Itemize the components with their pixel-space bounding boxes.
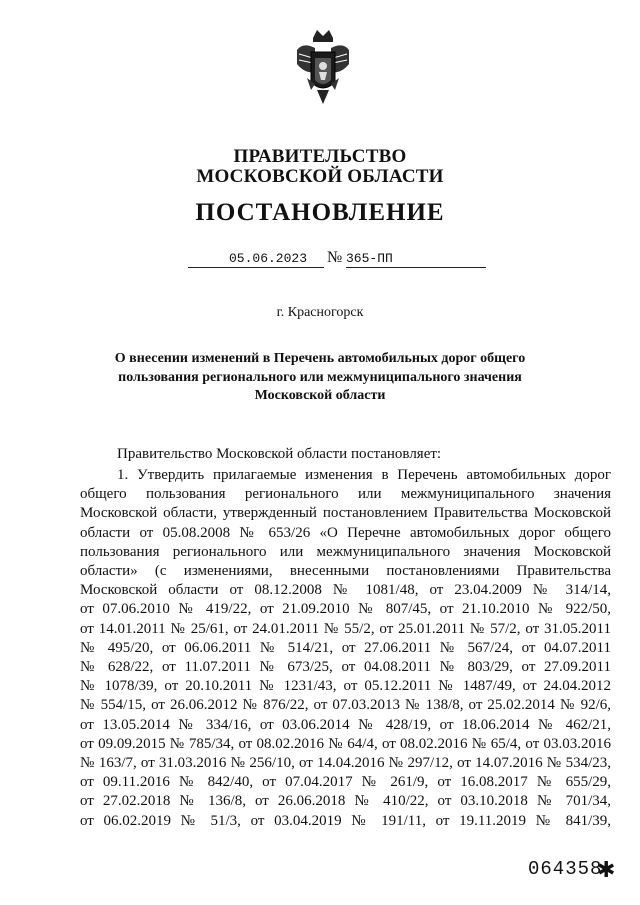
body-line: от 09.09.2015 № 785/34, от 08.02.2016 № 64/4, от 08.02.2016 № 65/4, от 03.03.2016 bbox=[80, 735, 611, 752]
body-line: области от 05.08.2008 № 653/26 «О Перечне автомобильных дорог общего bbox=[80, 524, 611, 541]
number-sign: № bbox=[327, 249, 343, 266]
body-line: от 09.11.2016 № 842/40, от 07.04.2017 № 261/9, от 16.08.2017 № 655/29, bbox=[80, 774, 611, 791]
asterisk-icon: ✱ bbox=[597, 858, 616, 883]
body-line: пользования регионального или межмуниципального значения Московской bbox=[80, 543, 611, 560]
body-line: № 554/15, от 26.06.2012 № 876/22, от 07.03.2013 № 138/8, от 25.02.2014 № 92/6, bbox=[80, 697, 611, 714]
body-line: от 14.01.2011 № 25/61, от 24.01.2011 № 55/2, от 25.01.2011 № 57/2, от 31.05.2011 bbox=[80, 620, 611, 637]
subject-line: пользования регионального или межмуниципального значения bbox=[118, 369, 522, 385]
date-underline bbox=[188, 267, 324, 268]
body-line: № 495/20, от 06.06.2011 № 514/21, от 27.06.2011 № 567/24, от 04.07.2011 bbox=[80, 639, 611, 656]
government-title-line2: МОСКОВСКОЙ ОБЛАСТИ bbox=[196, 166, 444, 187]
body-line: Московской области, утвержденный постановлением Правительства Московской bbox=[80, 505, 611, 522]
decree-number: 365-ПП bbox=[346, 251, 393, 266]
body-line: от 07.06.2010 № 419/22, от 21.09.2010 № 807/45, от 21.10.2010 № 922/50, bbox=[80, 601, 611, 618]
body-line: № 163/7, от 31.03.2016 № 256/10, от 14.04.2016 № 297/12, от 14.07.2016 № 534/23, bbox=[80, 755, 611, 772]
body-line: Московской области от 08.12.2008 № 1081/48, от 23.04.2009 № 314/14, bbox=[80, 582, 611, 599]
coat-of-arms-emblem bbox=[293, 28, 353, 108]
city-label: г. Красногорск bbox=[276, 305, 364, 320]
date-number-row bbox=[0, 251, 640, 273]
number-underline bbox=[346, 267, 486, 268]
decree-subject bbox=[90, 350, 550, 406]
subject-line: О внесении изменений в Перечень автомобильных дорог общего bbox=[114, 351, 526, 366]
body-line: № 628/22, от 11.07.2011 № 673/25, от 04.08.2011 № 803/29, от 27.09.2011 bbox=[80, 659, 611, 676]
government-title-line1: ПРАВИТЕЛЬСТВО bbox=[233, 146, 407, 167]
body-line: 1. Утвердить прилагаемые изменения в Перечень автомобильных дорог bbox=[117, 467, 611, 483]
subject-line: Московской области bbox=[254, 388, 386, 403]
body-line: от 13.05.2014 № 334/16, от 03.06.2014 № 428/19, от 18.06.2014 № 462/21, bbox=[80, 716, 611, 733]
body-line: общего пользования регионального или межмуниципального значения bbox=[80, 486, 611, 503]
serial-number: 064358 bbox=[528, 858, 603, 880]
decree-body bbox=[80, 466, 611, 831]
body-line: от 27.02.2018 № 136/8, от 26.06.2018 № 410/22, от 03.10.2018 № 701/34, bbox=[80, 793, 611, 810]
document-type-title: ПОСТАНОВЛЕНИЕ bbox=[195, 199, 445, 226]
body-line: № 1078/39, от 20.10.2011 № 1231/43, от 05.12.2011 № 1487/49, от 24.04.2012 bbox=[80, 678, 611, 695]
preamble-text: Правительство Московской области постановляет: bbox=[117, 446, 442, 462]
body-line: от 06.02.2019 № 51/3, от 03.04.2019 № 191/11, от 19.11.2019 № 841/39, bbox=[80, 812, 611, 829]
body-line: области» (с изменениями, внесенными постановлениями Правительства bbox=[80, 563, 611, 580]
decree-date: 05.06.2023 bbox=[228, 251, 307, 266]
